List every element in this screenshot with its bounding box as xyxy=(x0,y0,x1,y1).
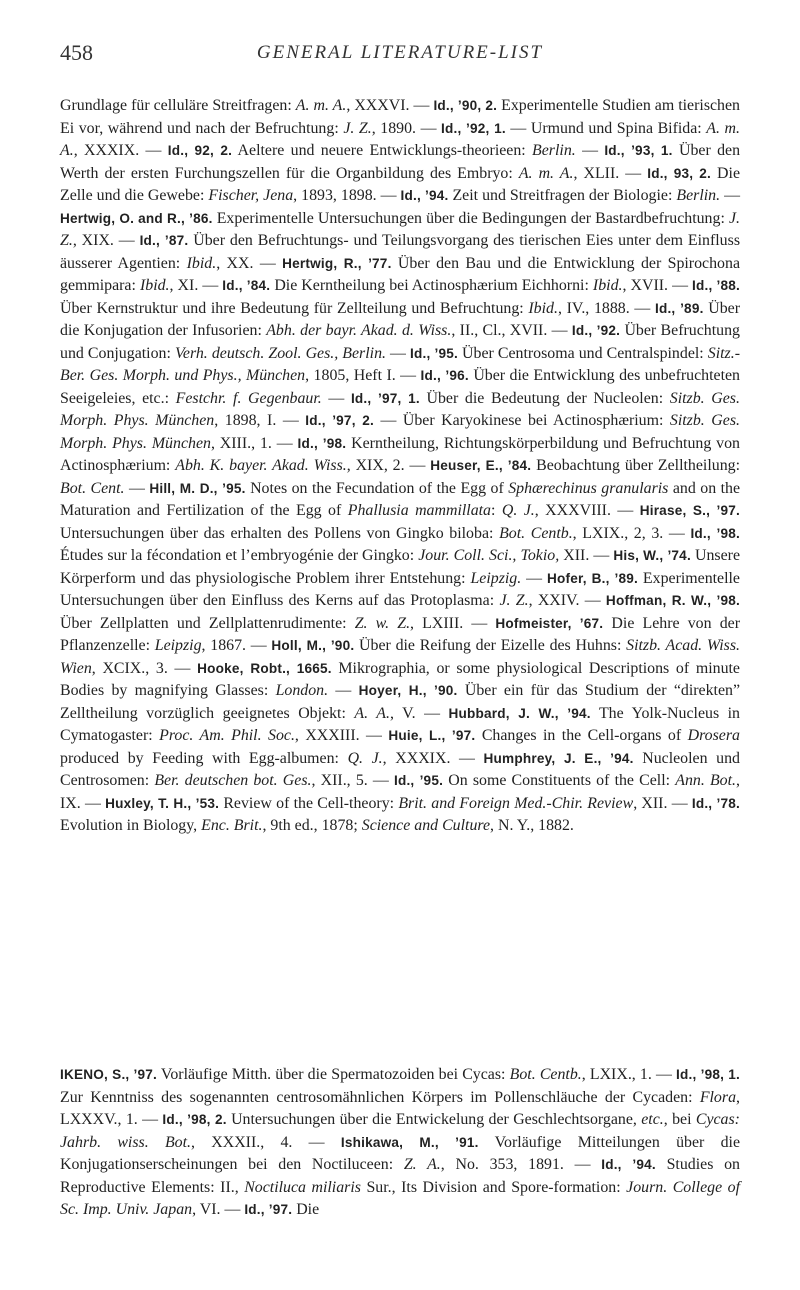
citation-text: Über die Reifung der Eizelle des Huhns: xyxy=(354,637,627,654)
citation-text: Die Kerntheilung bei Actinosphærium Eichhorni: xyxy=(270,277,593,294)
citation-text: Kerntheilung, Richtungskörperbildung und Befruchtung von Actinosphærium: xyxy=(60,434,740,474)
page-number: 458 xyxy=(60,40,93,65)
citation-text: Über die Entwicklung des unbefruchteten Seeigeleies, etc.: xyxy=(60,367,740,407)
citation-text: Vorläufige Mitth. über die Spermatozoiden bei Cycas: xyxy=(157,1066,510,1083)
source-title: Jour. Coll. Sci., Tokio, xyxy=(418,547,560,564)
citation-text: Nucleolen und Centrosomen: xyxy=(60,749,740,789)
source-title: Ann. Bot. xyxy=(675,772,737,789)
source-title: J. Z. xyxy=(60,209,740,249)
citation-text: — xyxy=(385,344,410,362)
citation-text: — Über Karyokinese bei Actinosphærium: xyxy=(373,412,670,429)
citation-text: , 1893, 1898. — xyxy=(293,187,401,204)
source-title: etc. xyxy=(641,1111,664,1128)
author-citation: Id., ’98, 2. xyxy=(162,1112,227,1127)
author-citation: Id., ’98, 1. xyxy=(676,1067,740,1082)
source-title: Journ. College of Sc. Imp. Univ. Japan xyxy=(60,1178,740,1218)
source-title: Brit. and Foreign Med.-Chir. Review xyxy=(398,794,634,812)
citation-text: , XIX, 2. — xyxy=(346,457,431,474)
page-header xyxy=(60,40,740,70)
author-citation: Id., ’95. xyxy=(410,345,458,361)
source-title: London. xyxy=(275,682,329,699)
author-citation: Hoffman, R. W., ’98. xyxy=(605,593,740,608)
citation-text: Die Lehre von der Pflanzenzelle: xyxy=(60,614,741,654)
author-citation: Id., ’94. xyxy=(400,188,449,203)
source-title: Cycas: Jahrb. wiss. Bot. xyxy=(60,1111,740,1151)
citation-text: Experimentelle Studien am tierischen Ei vor, während und nach der Befruchtung: xyxy=(60,97,740,137)
citation-text: , 1898, I. — xyxy=(214,412,306,429)
source-title: Enc. Brit. xyxy=(201,817,263,834)
citation-text: , LXIX., 1. — xyxy=(581,1066,677,1083)
source-title: Ibid. xyxy=(592,277,623,294)
citation-text: Études sur la fécondation et l’embryogénie der Gingko: xyxy=(60,547,419,564)
author-citation: Id., ’92, 1. xyxy=(441,120,506,136)
source-title: Berlin. xyxy=(676,187,721,204)
citation-text: , XXXIX. — xyxy=(382,749,484,767)
source-title: Abh. K. bayer. Akad. Wiss. xyxy=(175,457,347,474)
citation-text: , XXIV. — xyxy=(528,592,606,609)
source-title: Verh. deutsch. Zool. Ges., Berlin. xyxy=(174,344,386,362)
citation-text: Unsere Körperform und das physiologische Problem ihrer Entstehung: xyxy=(60,547,740,587)
citation-text: , II., Cl., XVII. — xyxy=(451,322,572,339)
source-title: A. m. A. xyxy=(518,164,574,182)
citation-text: — xyxy=(521,569,547,587)
source-title: J. Z. xyxy=(343,119,372,137)
author-citation: Id., ’96. xyxy=(420,368,469,383)
citation-text: Mikrographia, or some physiological Descriptions of minute Bodies by magnifying Glasses: xyxy=(60,659,740,699)
citation-text: , LXXXV., 1. — xyxy=(60,1088,740,1128)
citation-text: Beobachtung über Zelltheilung: xyxy=(531,457,741,474)
author-citation: His, W., ’74. xyxy=(613,548,691,563)
citation-text: and on the Maturation and Fertilization of the Egg of xyxy=(60,479,741,519)
author-citation: Id., 93, 2. xyxy=(647,165,711,181)
author-citation: Hertwig, O. and R., ’86. xyxy=(60,210,213,226)
citation-text: , XXXVI. — xyxy=(346,97,434,114)
author-citation: Id., ’97. xyxy=(244,1202,293,1217)
citation-text: : xyxy=(491,502,502,519)
citation-text: Über den Bau und die Entwicklung der Spirochona gemmipara: xyxy=(60,254,740,294)
source-title: Sitzb. Ges. Morph. Phys. München xyxy=(60,412,740,452)
citation-text: , bei xyxy=(663,1111,696,1128)
author-citation: Huxley, T. H., ’53. xyxy=(105,795,220,811)
citation-text: , XII., 5. — xyxy=(311,772,394,789)
source-title: Bot. Centb. xyxy=(499,524,573,542)
citation-text: — xyxy=(124,479,150,497)
author-citation: Id., ’87. xyxy=(139,233,189,248)
citation-text: — xyxy=(575,142,605,159)
citation-text: Grundlage für celluläre Streitfragen: xyxy=(60,97,296,114)
source-title: Q. J. xyxy=(501,502,535,519)
author-citation: Hirase, S., ’97. xyxy=(639,503,741,518)
author-citation: Id., ’78. xyxy=(691,795,741,811)
citation-text: Vorläufige Mitteilungen über die Konjugationserscheinungen bei den Noctiluceen: xyxy=(60,1133,740,1173)
citation-text: , XX. — xyxy=(216,254,283,272)
bibliography-paragraph-ikeno xyxy=(60,1064,740,1222)
citation-text: , XXXIX. — xyxy=(73,142,168,159)
author-citation: Huie, L., ’97. xyxy=(388,728,476,743)
source-title: Sphærechinus granularis xyxy=(508,479,669,497)
citation-text: , XI. — xyxy=(169,277,223,294)
source-title: Z. w. Z. xyxy=(354,614,411,632)
source-title: Proc. Am. Phil. Soc. xyxy=(159,727,295,744)
source-title: Sitzb. Acad. Wiss. Wien xyxy=(60,637,740,677)
citation-text: , No. 353, 1891. — xyxy=(440,1156,602,1173)
source-title: Sitzb. Ges. Morph. Phys. München xyxy=(60,389,740,429)
citation-text: XII. — xyxy=(559,547,614,564)
source-title: Q. J. xyxy=(347,749,383,767)
citation-text: , IX. — xyxy=(60,772,740,812)
source-title: Berlin. xyxy=(532,142,576,159)
citation-text: , XCIX., 3. — xyxy=(91,659,198,677)
author-citation: Id., ’93, 1. xyxy=(604,143,673,158)
citation-text: On some Constituents of the Cell: xyxy=(443,772,676,789)
source-title: Leipzig xyxy=(154,637,202,654)
citation-text: — xyxy=(328,682,359,699)
author-citation: Hoyer, H., ’90. xyxy=(358,683,458,698)
citation-text: — xyxy=(720,187,740,204)
author-citation: Id., ’89. xyxy=(654,300,704,316)
source-title: A. m. A. xyxy=(60,119,740,159)
citation-text: Über Kernstruktur und ihre Bedeutung für Zellteilung und Befruchtung: xyxy=(60,299,529,317)
citation-text: , N. Y., 1882. xyxy=(490,817,574,834)
author-citation: Id., ’98. xyxy=(297,435,347,451)
citation-text: , V. — xyxy=(389,704,449,722)
source-title: Leipzig. xyxy=(470,569,522,587)
citation-text: , LXIII. — xyxy=(410,614,496,632)
author-citation: Id., ’84. xyxy=(222,278,271,293)
source-title: Ber. deutschen bot. Ges. xyxy=(154,772,312,789)
citation-text: , 1805, Heft I. — xyxy=(305,367,421,384)
source-title: J. Z. xyxy=(499,592,529,609)
citation-text: , LXIX., 2, 3. — xyxy=(572,524,691,542)
author-citation: Id., ’94. xyxy=(601,1157,656,1172)
citation-text: , IV., 1888. — xyxy=(557,299,655,317)
author-citation: Id., 92, 2. xyxy=(167,143,233,158)
source-title: Sitz.-Ber. Ges. Morph. und Phys., München xyxy=(60,344,741,384)
citation-text: Über die Konjugation der Infusorien: xyxy=(60,299,741,339)
citation-text: , XIII., 1. — xyxy=(210,434,298,452)
author-citation: IKENO, S., ’97. xyxy=(60,1067,158,1082)
citation-text: , XIX. — xyxy=(72,232,140,249)
citation-text: Studies on Reproductive Elements: II., xyxy=(60,1156,740,1196)
source-title: Flora xyxy=(699,1088,737,1106)
author-citation: Hooke, Robt., 1665. xyxy=(197,660,332,676)
citation-text: Über den Befruchtungs- und Teilungsvorgang des tierischen Eies unter dem Einfluss äusserer Agentien: xyxy=(60,232,740,272)
source-title: Abh. der bayr. Akad. d. Wiss. xyxy=(266,322,452,339)
citation-text: Changes in the Cell-organs of xyxy=(475,727,688,744)
citation-text: Review of the Cell-theory: xyxy=(219,794,399,812)
citation-text: Über ein für das Studium der “direkten” Zelltheilung vorzüglich geeignetes Objekt: xyxy=(60,682,740,722)
citation-text: , XXXVIII. — xyxy=(534,502,640,519)
citation-text: , VI. — xyxy=(192,1201,245,1218)
source-title: Drosera xyxy=(687,727,740,744)
citation-text: Die xyxy=(292,1201,320,1218)
author-citation: Hill, M. D., ’95. xyxy=(149,480,246,496)
source-title: A. A. xyxy=(354,704,390,722)
citation-text: Über den Werth der ersten Furchungszellen für die Organbildung des Embryo: xyxy=(60,142,741,182)
citation-text: , XXXII., 4. — xyxy=(191,1133,341,1151)
citation-text: Experimentelle Untersuchungen über die Bedingungen der Bastardbefruchtung: xyxy=(212,209,729,227)
citation-text: Evolution in Biology, xyxy=(60,817,202,834)
author-citation: Heuser, E., ’84. xyxy=(430,458,532,473)
source-title: Z. A. xyxy=(403,1156,441,1173)
citation-text: Über Centrosoma und Centralspindel: xyxy=(457,344,708,362)
author-citation: Hertwig, R., ’77. xyxy=(282,255,392,271)
source-title: A. m. A. xyxy=(295,97,347,114)
source-title: Bot. Centb. xyxy=(509,1066,582,1083)
author-citation: Holl, M., ’90. xyxy=(271,638,355,653)
citation-text: , XVII. — xyxy=(622,277,693,294)
author-citation: Id., ’97, 2. xyxy=(305,413,374,428)
citation-text: The Yolk-Nucleus in Cymatogaster: xyxy=(60,704,740,744)
source-title: Science and Culture xyxy=(361,817,491,834)
citation-text: , XII. — xyxy=(633,794,692,812)
citation-text: — xyxy=(321,389,351,407)
running-head: GENERAL LITERATURE-LIST xyxy=(256,42,544,63)
citation-text: Zeit und Streitfragen der Biologie: xyxy=(448,187,677,204)
citation-text: Notes on the Fecundation of the Egg of xyxy=(245,479,509,497)
author-citation: Id., ’88. xyxy=(692,278,740,293)
citation-text: , 1867. — xyxy=(201,637,272,654)
author-citation: Id., ’98. xyxy=(690,525,740,541)
author-citation: Hubbard, J. W., ’94. xyxy=(448,705,591,721)
source-title: Bot. Cent. xyxy=(60,479,125,497)
source-title: Ibid. xyxy=(528,299,558,317)
citation-text: Untersuchungen über die Entwickelung der Geschlechtsorgane, xyxy=(226,1111,642,1128)
citation-text: Aeltere und neuere Entwicklungs-theorieen: xyxy=(232,142,533,159)
author-citation: Id., ’90, 2. xyxy=(433,98,498,113)
citation-text: , 9th ed., 1878; xyxy=(262,817,362,834)
source-title: Noctiluca miliaris xyxy=(244,1178,361,1196)
citation-text: Über Befruchtung und Conjugation: xyxy=(60,322,740,362)
source-title: Festchr. f. Gegenbaur. xyxy=(175,389,322,407)
citation-text: — Urmund und Spina Bifida: xyxy=(505,119,707,137)
citation-text: , XLII. — xyxy=(573,164,648,182)
bibliography-paragraph-continued xyxy=(60,95,740,838)
author-citation: Humphrey, J. E., ’94. xyxy=(483,750,634,766)
citation-text: , 1890. — xyxy=(371,119,442,137)
citation-text: Über die Bedeutung der Nucleolen: xyxy=(419,389,670,407)
source-title: Phallusia mammillata xyxy=(347,502,492,519)
citation-text: Zur Kenntniss des sogenannten centrosomähnlichen Körpers im Pollenschläuche der Cycaden: xyxy=(60,1088,700,1106)
author-citation: Hofer, B., ’89. xyxy=(546,570,638,586)
author-citation: Id., ’95. xyxy=(393,773,444,788)
source-title: Ibid. xyxy=(186,254,217,272)
source-title: Ibid. xyxy=(139,277,170,294)
citation-text: produced by Feeding with Egg-albumen: xyxy=(60,749,348,767)
source-title: Fischer, Jena xyxy=(208,187,294,204)
author-citation: Id., ’92. xyxy=(571,323,621,338)
author-citation: Id., ’97, 1. xyxy=(350,390,420,406)
citation-text: Experimentelle Untersuchungen über den Einfluss des Kerns auf das Protoplasma: xyxy=(60,569,740,609)
citation-text: , XXXIII. — xyxy=(294,727,389,744)
author-citation: Hofmeister, ’67. xyxy=(495,615,604,631)
citation-text: Sur., Its Division and Spore-formation: xyxy=(360,1178,627,1196)
citation-text: Die Zelle und die Gewebe: xyxy=(60,164,740,204)
citation-text: Untersuchungen über das erhalten des Pollens von Gingko biloba: xyxy=(60,524,500,542)
citation-text: Über Zellplatten und Zellplattenrudimente: xyxy=(60,614,355,632)
author-citation: Ishikawa, M., ’91. xyxy=(340,1134,479,1150)
